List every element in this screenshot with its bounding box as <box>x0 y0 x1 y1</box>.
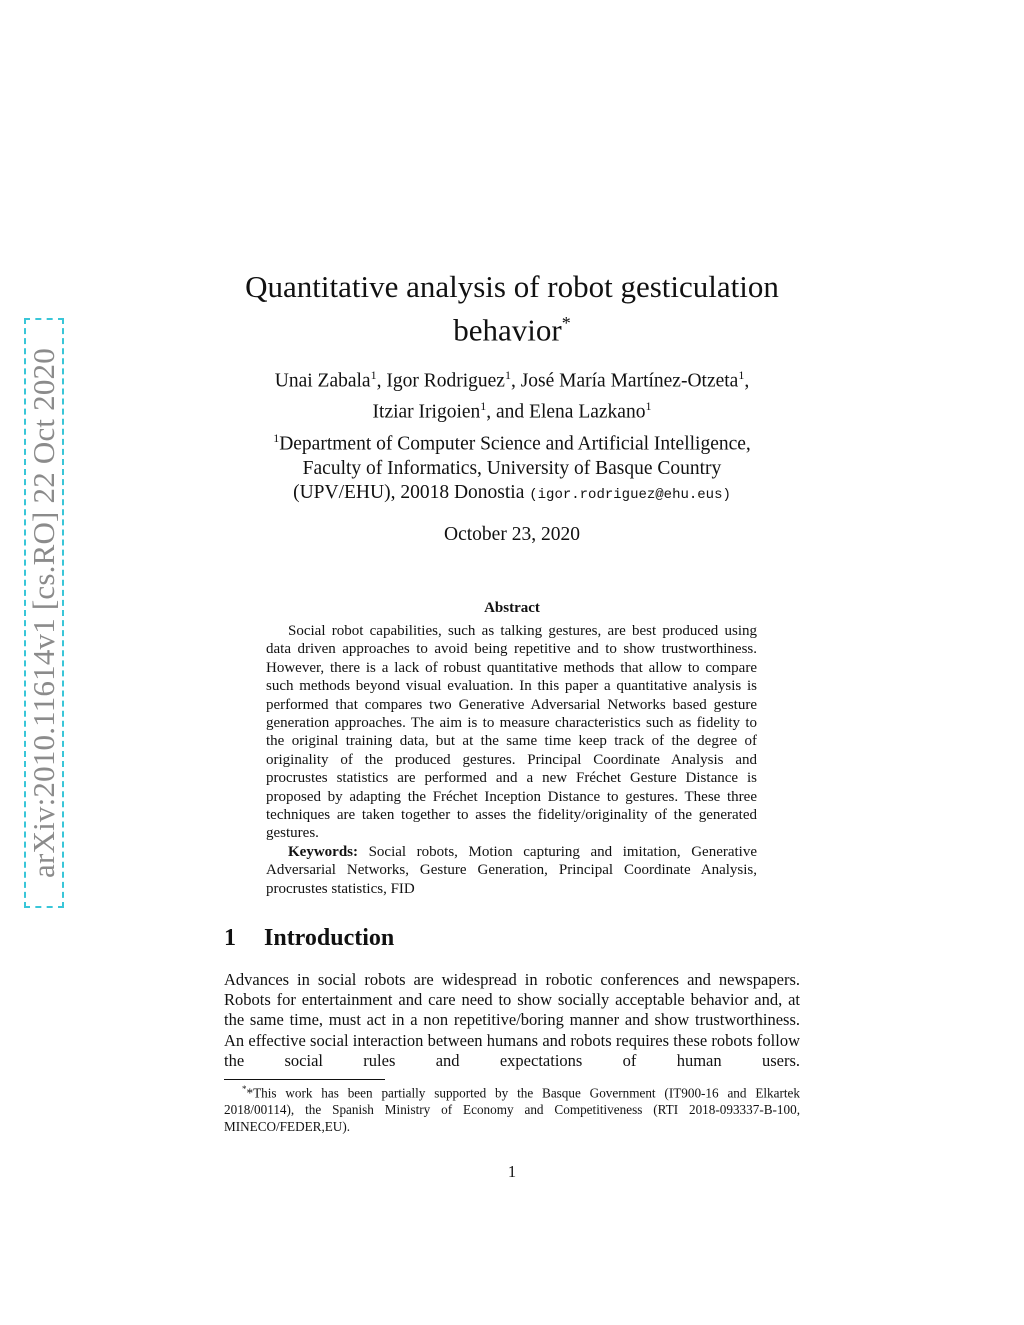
section-title: Introduction <box>264 925 395 951</box>
section-heading-introduction <box>224 925 394 952</box>
abstract-body <box>266 622 757 898</box>
section-number: 1 <box>224 925 236 951</box>
arxiv-identifier[interactable]: arXiv:2010.11614v1 [cs.RO] 22 Oct 2020 <box>26 348 61 878</box>
author-affiliation-mark: 1 <box>738 368 745 382</box>
keywords-text: Social robots, Motion capturing and imitation, Generative Adversarial Networks, Gesture Generation, Principal Coordinate Analysis, procrustes statistics, FID <box>266 843 758 897</box>
abstract-text: Social robot capabilities, such as talking gestures, are best produced using data driven approaches to avoid being repetitive and to show trustworthiness. However, there is a lack of robust quantitative methods that allow to compare such methods beyond visual evaluation. In this paper a quantitative analysis is performed that compares two Generative Adversarial Networks based gesture generation approaches. The aim is to measure characteristics such as fidelity to the original training data, but at the same time keep track of the degree of originality of the produced gestures. Principal Coordinate Analysis and procrustes statistics are performed and a new Fréchet Gesture Distance is proposed by adapting the Fréchet Inception Distance to gestures. These three techniques are taken together to asses the fidelity/originality of the generated gestures. <box>266 623 757 842</box>
paper-title <box>200 268 824 348</box>
title-line-2: behavior <box>453 312 562 348</box>
page-number: 1 <box>507 1162 517 1181</box>
footnote <box>224 1081 800 1135</box>
author-name: Igor Rodriguez <box>386 370 505 392</box>
contact-email[interactable]: (igor.rodriguez@ehu.eus) <box>529 486 731 503</box>
affiliation-line-2: Faculty of Informatics, University of Basque Country <box>302 457 722 479</box>
author-list <box>180 363 844 424</box>
footnote-mark: * <box>242 1084 247 1094</box>
title-line-1: Quantitative analysis of robot gesticulation <box>245 269 779 304</box>
author-separator: , <box>510 370 521 392</box>
author-separator: , <box>744 370 750 392</box>
author-name: Itziar Irigoien <box>372 401 481 422</box>
author-separator: , and <box>486 401 530 422</box>
affiliation-mark: 1 <box>273 431 280 445</box>
footnote-divider <box>224 1079 385 1080</box>
author-affiliation-mark: 1 <box>645 398 652 413</box>
introduction-paragraph: Advances in social robots are widespread in robotic conferences and newspapers. Robots for entertainment and care need to show socially acceptable behavior and, at the same time, must act in a non repetitive/boring manner and show trustworthiness. An effective social interaction between humans and robots requires these robots follow the social rules and expectations of human users. <box>224 970 800 1070</box>
author-name: José María Martínez-Otzeta <box>520 370 739 392</box>
abstract-heading: Abstract <box>484 600 540 616</box>
title-footnote-mark: * <box>561 313 571 333</box>
keywords-paragraph <box>266 843 757 898</box>
author-name: Elena Lazkano <box>529 401 646 422</box>
author-separator: , <box>376 370 387 392</box>
affiliation-line-1: Department of Computer Science and Artificial Intelligence, <box>279 433 751 455</box>
author-name: Unai Zabala <box>274 370 371 392</box>
author-affiliation-mark: 1 <box>504 368 511 382</box>
publication-date: October 23, 2020 <box>444 524 580 545</box>
author-affiliation-mark: 1 <box>480 398 487 413</box>
footnote-text: *This work has been partially supported by the Basque Government (IT900-16 and Elkartek 2018/00114), the Spanish Ministry of Economy and Competitiveness (RTI 2018-093337-B-100, MINECO/FEDER,EU). <box>224 1085 800 1135</box>
keywords-label: Keywords: <box>288 843 358 860</box>
author-affiliation-mark: 1 <box>370 368 377 382</box>
affiliation-line-3: (UPV/EHU), 20018 Donostia <box>293 481 525 503</box>
affiliation-block <box>180 426 844 507</box>
